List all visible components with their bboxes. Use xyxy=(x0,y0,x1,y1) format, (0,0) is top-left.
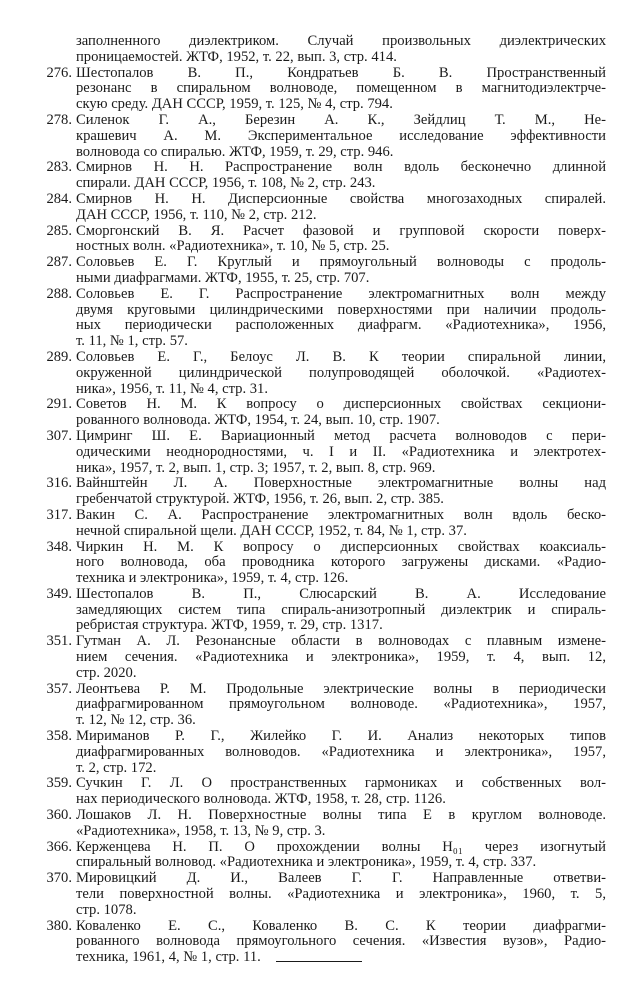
reference-entry xyxy=(0,66,644,113)
reference-entry xyxy=(0,840,644,872)
reference-entry xyxy=(0,397,644,429)
reference-line: ДАН СССР, 1956, т. 110, № 2, стр. 212. xyxy=(76,207,317,223)
reference-entry xyxy=(0,776,644,808)
reference-line: ребристая структура. ЖТФ, 1959, т. 29, стр. 1317. xyxy=(76,618,383,634)
reference-line: Сучкин Г. Л. О пространственных гармониках и собственных вол- xyxy=(76,776,606,792)
reference-line: гребенчатой структурой. ЖТФ, 1956, т. 26, вып. 2, стр. 385. xyxy=(76,492,444,508)
reference-entry xyxy=(0,160,644,192)
reference-entry xyxy=(0,729,644,776)
end-rule xyxy=(276,961,362,962)
reference-number: 287. xyxy=(46,254,72,271)
reference-line: волновода со спиралью. ЖТФ, 1959, т. 29, стр. 946. xyxy=(76,144,394,160)
reference-line: рованного волновода прямоугольного сечения. «Известия вузов», Радио- xyxy=(76,934,606,950)
reference-number: 348. xyxy=(46,538,72,555)
reference-entry xyxy=(0,224,644,256)
reference-line: Коваленко Е. С., Коваленко В. С. К теории диафрагми- xyxy=(76,918,606,934)
reference-number: 285. xyxy=(46,222,72,239)
reference-number: 359. xyxy=(46,775,72,792)
reference-line: Шестопалов В. П., Кондратьев Б. В. Пространственный xyxy=(76,65,606,81)
reference-number: 289. xyxy=(46,348,72,365)
reference-entry xyxy=(0,192,644,224)
reference-line: нечной спиральной щели. ДАН СССР, 1952, т. 84, № 1, стр. 37. xyxy=(76,523,467,539)
reference-number: 360. xyxy=(46,807,72,824)
reference-entry xyxy=(0,682,644,729)
reference-line: ностных волн. «Радиотехника», т. 10, № 5, стр. 25. xyxy=(76,239,390,255)
reference-line: Гутман А. Л. Резонансные области в волноводах с плавным измене- xyxy=(76,634,606,650)
reference-line: «Радиотехника», 1958, т. 13, № 9, стр. 3. xyxy=(76,823,326,839)
reference-line: Керженцева Н. П. О прохождении волны H₀₁ через изогнутый xyxy=(76,839,606,855)
reference-entry xyxy=(0,287,644,350)
reference-line: диафрагмированном прямоугольном волноводе. «Радиотехника», 1957, xyxy=(76,697,606,713)
reference-line: Вакин С. А. Распространение электромагнитных волн вдоль беско- xyxy=(76,507,606,523)
reference-entry xyxy=(0,350,644,397)
reference-line: резонанс в спиральном волноводе, помещенном в магнитодиэлектрче- xyxy=(76,81,606,97)
reference-line: Соловьев Е. Г. Распространение электромагнитных волн между xyxy=(76,286,606,302)
reference-line: т. 12, № 12, стр. 36. xyxy=(76,713,196,729)
reference-line: скую среду. ДАН СССР, 1959, т. 125, № 4, стр. 794. xyxy=(76,97,393,113)
reference-line: стр. 1078. xyxy=(76,902,137,918)
reference-entry xyxy=(0,871,644,918)
reference-number: 283. xyxy=(46,159,72,176)
reference-line: Лошаков Л. Н. Поверхностные волны типа E в круглом волноводе. xyxy=(76,808,606,824)
reference-line: ника», 1956, т. 11, № 4, стр. 31. xyxy=(76,381,269,397)
reference-line: Мировицкий Д. И., Валеев Г. Г. Направленные ответви- xyxy=(76,871,606,887)
reference-entry xyxy=(0,540,644,587)
reference-line: заполненного диэлектриком. Случай произвольных диэлектрических xyxy=(76,34,606,49)
reference-list xyxy=(0,34,644,966)
reference-number: 288. xyxy=(46,285,72,302)
reference-line: Цимринг Ш. Е. Вариационный метод расчета волноводов с пери- xyxy=(76,428,606,444)
reference-line: Шестопалов В. П., Слюсарский В. А. Исследование xyxy=(76,586,606,602)
reference-line: спиральный волновод. «Радиотехника и электроника», 1959, т. 4, стр. 337. xyxy=(76,855,537,871)
reference-line: спирали. ДАН СССР, 1956, т. 108, № 2, стр. 243. xyxy=(76,176,376,192)
reference-line: Смирнов Н. Н. Дисперсионные свойства многозаходных спиралей. xyxy=(76,191,606,207)
reference-number: 291. xyxy=(46,396,72,413)
reference-line: окруженной цилиндрической полупроводящей оболочкой. «Радиотех- xyxy=(76,365,606,381)
reference-number: 357. xyxy=(46,680,72,697)
reference-line: Смирнов Н. Н. Распространение волн вдоль бесконечно длинной xyxy=(76,160,606,176)
reference-line: нах периодического волновода. ЖТФ, 1958, т. 28, стр. 1126. xyxy=(76,792,446,808)
reference-entry xyxy=(0,113,644,160)
reference-number: 370. xyxy=(46,870,72,887)
reference-number: 380. xyxy=(46,917,72,934)
reference-line: техника и электроника», 1959, т. 4, стр. 126. xyxy=(76,571,349,587)
reference-line: Соловьев Е. Г., Белоус Л. В. К теории спиральной линии, xyxy=(76,349,606,365)
reference-number: 358. xyxy=(46,728,72,745)
reference-line: замедляющих систем типа спираль-анизотропный диэлектрик и спираль- xyxy=(76,602,606,618)
reference-number: 351. xyxy=(46,633,72,650)
reference-number: 316. xyxy=(46,475,72,492)
reference-line: нием сечения. «Радиотехника и электроника», 1959, т. 4, вып. 12, xyxy=(76,650,606,666)
reference-line: Советов Н. М. К вопросу о дисперсионных свойствах секциони- xyxy=(76,397,606,413)
reference-line: ного волновода, оба проводника которого загружены дисками. «Радио- xyxy=(76,555,606,571)
reference-line: ника», 1957, т. 2, вып. 1, стр. 3; 1957, т. 2, вып. 8, стр. 969. xyxy=(76,460,436,476)
reference-line: двумя круговыми цилиндрическими поверхностями при наличии продоль- xyxy=(76,302,606,318)
reference-line: проницаемостей. ЖТФ, 1952, т. 22, вып. 3, стр. 414. xyxy=(76,49,397,65)
reference-entry xyxy=(0,587,644,634)
reference-line: т. 11, № 1, стр. 57. xyxy=(76,334,188,350)
reference-entry xyxy=(0,634,644,681)
reference-number: 317. xyxy=(46,506,72,523)
reference-line: одическими неоднородностями, ч. I и II. «Радиотехника и электротех- xyxy=(76,444,606,460)
reference-line: крашевич А. М. Экспериментальное исследование эффективности xyxy=(76,128,606,144)
reference-line: Соловьев Е. Г. Круглый и прямоугольный волноводы с продоль- xyxy=(76,255,606,271)
reference-entry xyxy=(0,34,644,66)
reference-line: диафрагмированных волноводов. «Радиотехника и электроника», 1957, xyxy=(76,744,606,760)
reference-entry xyxy=(0,919,644,966)
reference-line: ных периодически расположенных диафрагм. «Радиотехника», 1956, xyxy=(76,318,606,334)
reference-line: Вайнштейн Л. А. Поверхностные электромагнитные волны над xyxy=(76,476,606,492)
reference-entry xyxy=(0,808,644,840)
reference-entry xyxy=(0,429,644,476)
reference-entry xyxy=(0,255,644,287)
reference-line: тели поверхностной волны. «Радиотехника и электроника», 1960, т. 5, xyxy=(76,887,606,903)
reference-line: т. 2, стр. 172. xyxy=(76,760,157,776)
reference-line: рованного волновода. ЖТФ, 1954, т. 24, вып. 10, стр. 1907. xyxy=(76,413,440,429)
reference-line: ными диафрагмами. ЖТФ, 1955, т. 25, стр. 707. xyxy=(76,270,370,286)
reference-number: 278. xyxy=(46,111,72,128)
reference-line: Силенок Г. А., Березин А. К., Зейдлиц Т. М., Не- xyxy=(76,112,606,128)
reference-entry xyxy=(0,476,644,508)
reference-number: 349. xyxy=(46,585,72,602)
reference-number: 307. xyxy=(46,427,72,444)
reference-entry xyxy=(0,508,644,540)
reference-number: 276. xyxy=(46,64,72,81)
reference-line: стр. 2020. xyxy=(76,665,137,681)
reference-line: Мириманов Р. Г., Жилейко Г. И. Анализ некоторых типов xyxy=(76,729,606,745)
reference-number: 284. xyxy=(46,190,72,207)
reference-number: 366. xyxy=(46,838,72,855)
reference-line: Леонтьева Р. М. Продольные электрические волны в периодически xyxy=(76,681,606,697)
reference-line: Сморгонский В. Я. Расчет фазовой и групповой скорости поверх- xyxy=(76,223,606,239)
reference-line: техника, 1961, 4, № 1, стр. 11. xyxy=(76,950,261,966)
reference-line: Чиркин Н. М. К вопросу о дисперсионных свойствах коаксиаль- xyxy=(76,539,606,555)
